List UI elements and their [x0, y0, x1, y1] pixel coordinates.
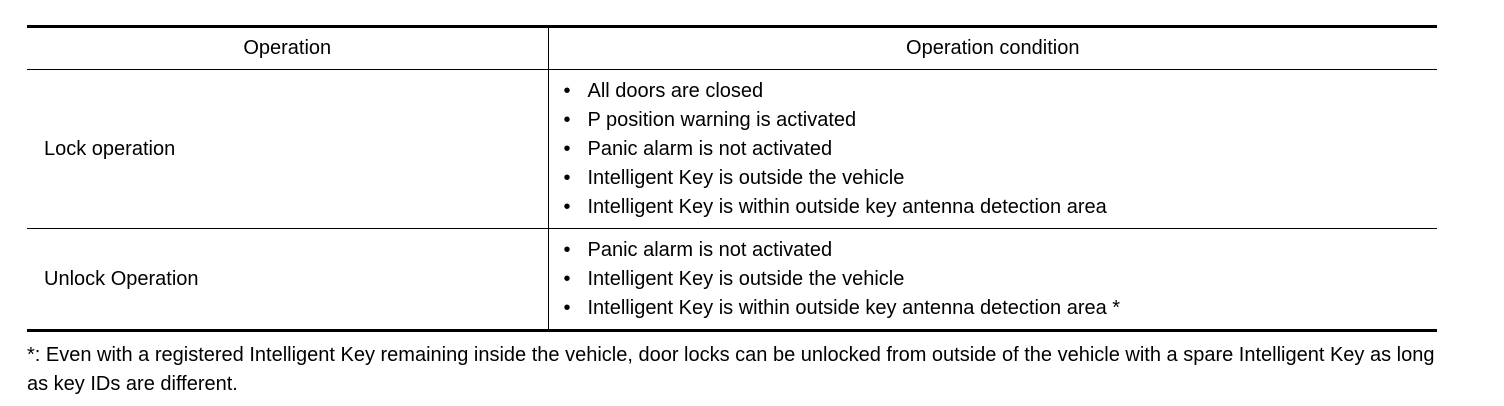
condition-item [564, 164, 1438, 193]
table-row-lock-operation [27, 70, 1437, 229]
bullet-icon: • [563, 195, 571, 218]
header-operation-condition: Operation condition [906, 37, 1080, 59]
condition-item [564, 77, 1438, 106]
bullet-icon: • [563, 296, 571, 319]
condition-item [564, 294, 1438, 323]
condition-item [564, 236, 1438, 265]
header-operation: Operation [27, 27, 548, 70]
document [27, 25, 1437, 399]
table-row-unlock-operation [27, 229, 1437, 331]
condition-text: All doors are closed [587, 79, 764, 102]
condition-text: Intelligent Key is within outside key antenna detection area [587, 195, 1107, 218]
condition-item [564, 135, 1438, 164]
condition-text: P position warning is activated [587, 108, 857, 131]
condition-item [564, 265, 1438, 294]
conditions-cell [548, 229, 1437, 331]
operation-cell: Lock operation [27, 70, 548, 229]
bullet-icon: • [563, 238, 571, 261]
condition-list [549, 77, 1438, 222]
condition-text: Intelligent Key is outside the vehicle [587, 166, 905, 189]
condition-text: Intelligent Key is outside the vehicle [587, 267, 905, 290]
condition-text: Intelligent Key is within outside key antenna detection area * [587, 296, 1121, 319]
operation-cell: Unlock Operation [27, 229, 548, 331]
bullet-icon: • [563, 108, 571, 131]
condition-item [564, 193, 1438, 222]
operation-condition-table [27, 25, 1437, 332]
condition-item [564, 106, 1438, 135]
table-header-row [27, 27, 1437, 70]
bullet-icon: • [563, 166, 571, 189]
bullet-icon: • [563, 267, 571, 290]
footnote: *: Even with a registered Intelligent Key remaining inside the vehicle, door locks can be unlocked from outside of the vehicle with a spare Intelligent Key as long as key IDs are different. [27, 344, 1435, 395]
bullet-icon: • [563, 137, 571, 160]
bullet-icon: • [563, 79, 571, 102]
conditions-cell [548, 70, 1437, 229]
condition-text: Panic alarm is not activated [587, 238, 833, 261]
condition-list [549, 236, 1438, 323]
condition-text: Panic alarm is not activated [587, 137, 833, 160]
